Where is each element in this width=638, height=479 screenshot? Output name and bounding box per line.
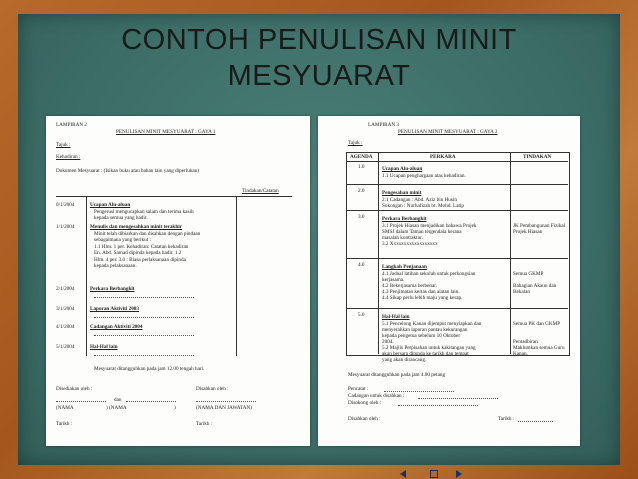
right-tajuk: Tajuk : (348, 140, 363, 146)
left-ditangguh: Mesyuarat ditangguhkan pada jam 12.00 tengah hari. (94, 366, 205, 372)
left-row-line: 1.1 Hlm. 1 per. Kehadiran: Catatan kehadiran (94, 243, 189, 250)
left-column-divider-2 (236, 196, 237, 356)
right-row-line: 5.2 Majlis Perpisahan untuk kakitangan yang (382, 344, 476, 351)
left-row-title: Laporan Aktiviti 2003 (90, 306, 139, 312)
left-row-line: Minit telah dibiarkan dan disahkan dengan pindaan (94, 231, 201, 237)
left-row-date: 0/1/2004 (56, 202, 75, 208)
right-ditangguh: Mesyuarat ditangguhkan pada jam 4.00 petang (348, 372, 446, 378)
right-row-line: 1.1 Ucapan penghargaan atas kehadiran. (382, 172, 466, 179)
left-sign-line-1 (56, 401, 106, 402)
left-col-header: Tindakan/Catatan (242, 188, 279, 194)
right-row-number: 2.0 (358, 188, 365, 194)
right-col-divider-2 (510, 152, 511, 354)
left-row-date: 4/1/2004 (56, 324, 75, 330)
left-disahkan: Disahkan oleh : (196, 386, 229, 392)
left-table-top (56, 196, 292, 197)
left-tarikh2: Tarikh : (196, 421, 213, 427)
left-row-line: Pengerusi mengucapkan salam dan terima kasih (94, 209, 194, 215)
right-row-tindakan: Semua GKMP (513, 270, 544, 277)
right-row-line: 4.2 Bekerjasama berbenar. (382, 282, 438, 289)
left-row-title: Ucapan Alu-aluan (90, 202, 131, 208)
left-row-date: 5/1/2004 (56, 344, 75, 350)
left-column-divider (86, 196, 87, 356)
left-row-line: En. Abd. Samad dipinda kepada hadir. 1.2 (94, 250, 182, 257)
right-col-tindakan: TINDAKAN (523, 154, 552, 160)
left-row-line: kepada semua yang hadir. (94, 215, 148, 222)
right-line-cadangan (418, 398, 498, 399)
right-col-agenda: AGENDA (350, 154, 373, 160)
right-header-line (346, 161, 568, 162)
right-row-line: kerjasama. (382, 276, 405, 283)
right-row-line: 4.1 Jadual latihan sekolah untuk perkongsian (382, 270, 476, 277)
right-row-number: 1.0 (358, 164, 365, 170)
right-disahkan: Disahkan oleh : (348, 416, 381, 422)
right-disokong: Disokong oleh : (348, 400, 382, 406)
right-row-tindakan: Bahagian Akaun dan (513, 282, 557, 289)
right-row-divider (346, 210, 568, 211)
right-row-line: 3.1 Projek Hiasan menjadikan bahawa Projek (382, 222, 477, 229)
left-nama-jawatan: (NAMA DAN JAWATAN) (196, 405, 252, 411)
right-row-number: 4.0 (358, 262, 365, 268)
right-row-title: Langkah Penjanaan (382, 264, 427, 270)
right-row-line: Sokongan : Nurhafizah bt. Mohd. Latip (382, 202, 464, 209)
right-row-tindakan: Pentadbiran (513, 338, 538, 345)
right-lampiran: LAMPIRAN 3 (368, 122, 399, 128)
right-row-tindakan: Projek Hiasan (513, 228, 543, 235)
left-nama3: ) (174, 405, 176, 411)
left-row-line: Hlm. 4 per. 3.0 : Biasa perlaksanaan dipinda (94, 256, 186, 263)
right-row-line: masalah kontraktor. (382, 234, 423, 241)
right-heading: PENULISAN MINIT MESYUARAT : GAYA 2 (398, 129, 498, 135)
right-row-divider (346, 258, 568, 259)
right-line-pencatat (384, 391, 454, 392)
right-minutes-document (318, 116, 580, 446)
slide-title-line1: CONTOH PENULISAN MINIT (121, 24, 517, 56)
left-row-date: 2/1/2004 (56, 286, 75, 292)
next-slide-icon[interactable] (456, 470, 462, 478)
left-row-dotted (94, 297, 194, 298)
right-row-line: 3.2 Xxxxxxxxxxxxxxxxxx (382, 240, 438, 247)
right-line-tarikh (518, 421, 553, 422)
previous-slide-icon[interactable] (400, 470, 406, 478)
left-tajuk: Tajuk : (56, 142, 71, 148)
right-row-line: kepada pengetua sebelum 10 Oktober (382, 332, 461, 339)
left-heading: PENULISAN MINIT MESYUARAT : GAYA 1 (116, 129, 216, 135)
left-nama1: (NAMA (56, 405, 74, 411)
left-nama2: ) (NAMA (106, 405, 127, 411)
right-row-title: Ucapan Alu-aluan (382, 166, 423, 172)
left-row-line: kepada pelaksanaan. (94, 263, 137, 269)
right-line-disokong (398, 405, 478, 406)
right-row-line: SMSJ dalam Taman tergendala kerana (382, 228, 462, 235)
right-row-divider (346, 184, 568, 185)
right-cadangan: Cadangan untuk disahkan : (348, 393, 405, 399)
slide-title-line2: MESYUARAT (227, 60, 411, 92)
left-sign-line-3 (196, 401, 256, 402)
right-tarikh: Tarikh : (498, 416, 515, 422)
left-row-title: Hal-Hal lain (90, 344, 118, 350)
right-col-divider-1 (378, 152, 379, 354)
left-row-dotted (94, 317, 194, 318)
right-row-tindakan: Kanan. (513, 350, 528, 357)
right-row-line: 5.1 Pencelong Kanan dijemput menyiapkan dan (382, 320, 482, 327)
left-row-dotted (94, 355, 194, 356)
left-sign-line-2 (126, 401, 176, 402)
left-tarikh1: Tarikh : (56, 421, 73, 427)
right-row-title: Pengesahan minit (382, 190, 422, 196)
right-row-title: Hal-Hal lain (382, 314, 410, 320)
left-row-title: Perkara Berbangkit (90, 286, 135, 292)
right-row-line: 2.1 Cadangan : Abd. Aziz bin Husin (382, 196, 457, 203)
left-row-dotted (94, 335, 194, 336)
left-dan: dan (114, 397, 122, 403)
right-row-line: 4.4 Sikap perlu lebih maju yang kerap. (382, 294, 463, 301)
right-row-tindakan: Semua PK dan GKMP (513, 320, 561, 327)
left-row-title: Menulis dan mengesahkan minit terakhir (90, 224, 182, 230)
left-dokumen: Dokumen Mesyuarat : (Isikan buku atau bahan lain yang diperlukan) (56, 168, 200, 174)
right-row-number: 3.0 (358, 214, 365, 220)
right-row-tindakan: Maklumkan semua Guru (513, 344, 565, 351)
right-col-perkara: PERKARA (430, 154, 456, 160)
right-row-line: 2004. (382, 338, 394, 345)
right-row-title: Perkara Berbangkit (382, 216, 427, 222)
right-row-line: akan bersara ditunda ke tarikh dan tempat (382, 350, 469, 357)
left-row-line: sebagaimana yang berikut : (94, 237, 151, 244)
left-minutes-document (46, 116, 310, 446)
left-row-date: 1/1/2004 (56, 224, 75, 230)
right-row-tindakan: Bekalan (513, 288, 530, 295)
right-row-divider (346, 308, 568, 309)
right-pencatat: Pencatat : (348, 386, 369, 392)
right-row-number: 5.0 (358, 312, 365, 318)
right-row-line: 4.3 Penjimatan kertas dan alatan lain. (382, 288, 460, 295)
slide-menu-icon[interactable] (430, 470, 438, 478)
right-row-tindakan: JK Pembangunan Fizikal (513, 222, 566, 229)
left-row-title: Cadangan Aktiviti 2004 (90, 324, 143, 330)
right-row-line: yang akan dirancang. (382, 356, 427, 363)
left-row-date: 3/1/2004 (56, 306, 75, 312)
left-lampiran: LAMPIRAN 2 (56, 122, 87, 128)
left-kehadiran: Kehadiran : (56, 154, 81, 160)
left-disediakan: Disediakan oleh : (56, 386, 93, 392)
right-row-line: menyerahkan laporan pantau kekurangan (382, 326, 468, 333)
